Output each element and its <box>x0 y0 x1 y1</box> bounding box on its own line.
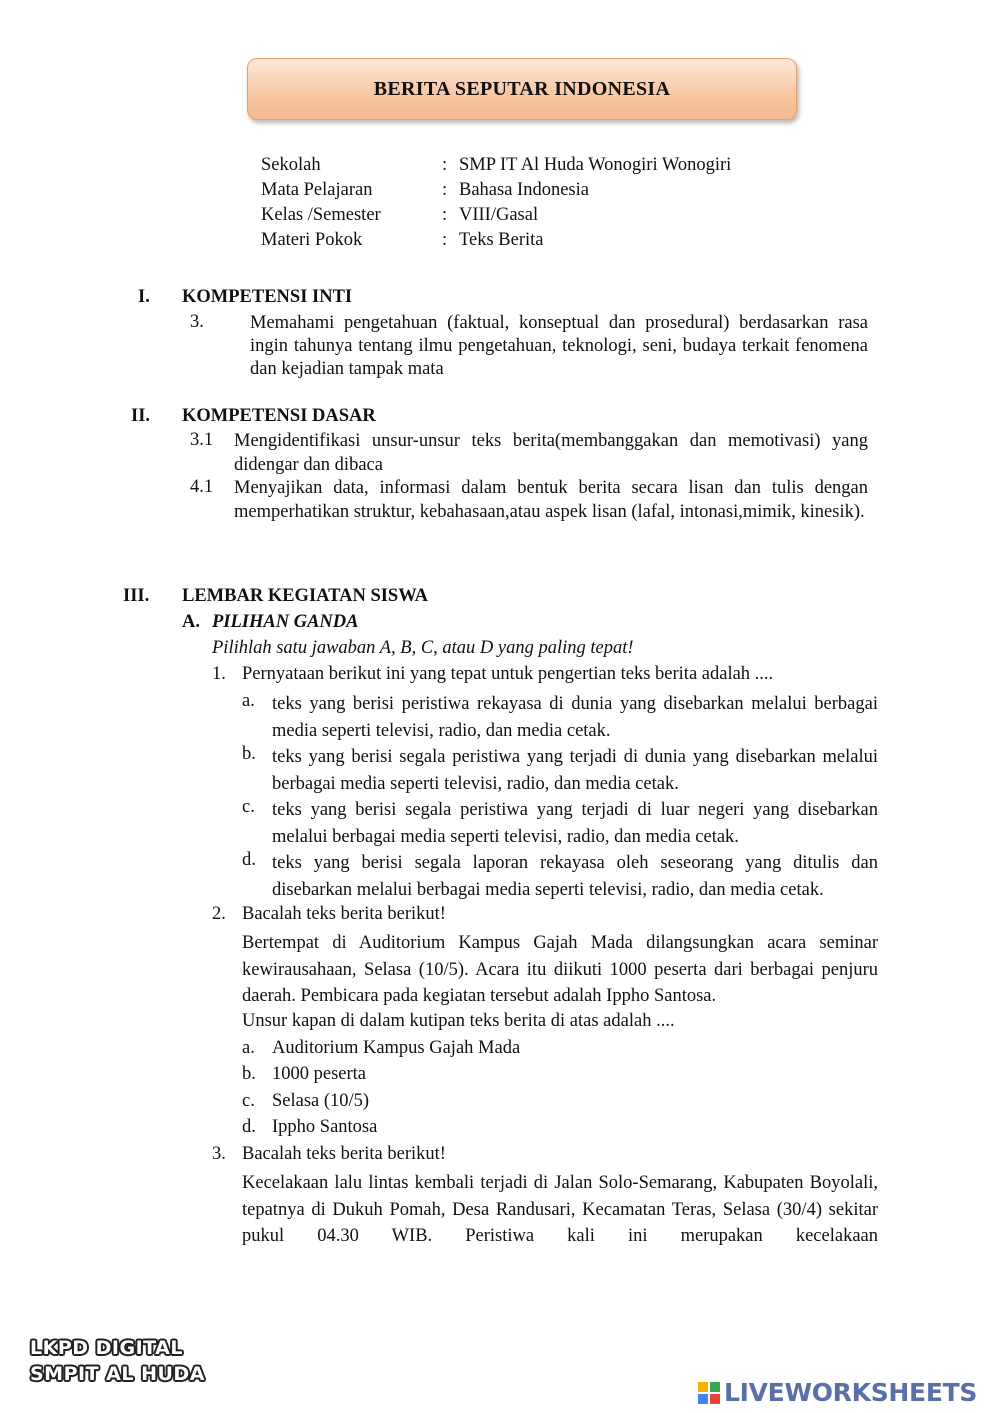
page-title: BERITA SEPUTAR INDONESIA <box>373 77 671 100</box>
info-colon: : <box>442 205 448 225</box>
option-text[interactable]: teks yang berisi segala peristiwa yang terjadi di dunia yang disebarkan melalui berbagai media seperti televisi, radio, dan media cetak. <box>272 747 878 794</box>
option-text[interactable]: teks yang berisi peristiwa rekayasa di dunia yang disebarkan melalui berbagai media seperti televisi, radio, dan media cetak. <box>272 694 878 741</box>
info-colon: : <box>442 155 448 175</box>
info-value-sekolah: SMP IT Al Huda Wonogiri Wonogiri <box>459 155 732 175</box>
question-text: Bacalah teks berita berikut! <box>242 1144 446 1164</box>
question-text: Bacalah teks berita berikut! <box>242 904 446 924</box>
info-colon: : <box>442 230 448 250</box>
option-letter: c. <box>242 797 255 817</box>
option-letter: a. <box>242 1038 255 1058</box>
section-heading-ki: KOMPETENSI INTI <box>182 287 353 307</box>
question-number: 2. <box>212 904 226 924</box>
option-text[interactable]: Auditorium Kampus Gajah Mada <box>272 1038 521 1058</box>
question-text: Pernyataan berikut ini yang tepat untuk pengertian teks berita adalah .... <box>242 664 774 684</box>
kd-item-number: 3.1 <box>190 430 214 450</box>
question-number: 1. <box>212 664 226 684</box>
option-text[interactable]: Selasa (10/5) <box>272 1091 370 1111</box>
section-number: II. <box>131 406 151 426</box>
option-letter: d. <box>242 850 256 870</box>
section-heading-lks: LEMBAR KEGIATAN SISWA <box>182 586 429 606</box>
kd-item-number: 4.1 <box>190 477 214 497</box>
option-text[interactable]: 1000 peserta <box>272 1064 367 1084</box>
title-banner <box>247 58 797 120</box>
instruction-text: Pilihlah satu jawaban A, B, C, atau D yang paling tepat! <box>212 638 634 658</box>
section-number: I. <box>138 287 150 307</box>
news-passage: Bertempat di Auditorium Kampus Gajah Mada dilangsungkan acara seminar kewirausahaan, Selasa (10/5). Acara itu diikuti 1000 peserta dari berbagai penjuru daerah. Pembicara pada kegiatan tersebut adalah Ippho Santosa. <box>242 933 878 1006</box>
lkpd-logo-line2: SMPIT AL HUDA <box>30 1363 205 1385</box>
question-prompt: Unsur kapan di dalam kutipan teks berita di atas adalah .... <box>242 1011 675 1031</box>
kd-item-text: Mengidentifikasi unsur-unsur teks berita(membanggakan dan memotivasi) yang didengar dan dibaca <box>234 431 868 475</box>
info-value-kelas: VIII/Gasal <box>459 205 539 225</box>
option-text[interactable]: teks yang berisi segala peristiwa yang terjadi di luar negeri yang disebarkan melalui berbagai media seperti televisi, radio, dan media cetak. <box>272 800 878 847</box>
ki-item-text: Memahami pengetahuan (faktual, konseptual dan prosedural) berdasarkan rasa ingin tahunya tentang ilmu pengetahuan, teknologi, seni, budaya terkait fenomena dan kejadian tampak mata <box>250 313 868 379</box>
info-label-materi: Materi Pokok <box>261 230 363 250</box>
liveworksheets-brand: LIVEWORKSHEETS <box>724 1378 978 1407</box>
kd-item-text: Menyajikan data, informasi dalam bentuk berita secara lisan dan tulis dengan memperhatikan struktur, kebahasaan,atau aspek lisan (lafal, intonasi,mimik, kinesik). <box>234 478 868 522</box>
ki-item-number: 3. <box>190 312 204 332</box>
liveworksheets-logo[interactable] <box>698 1378 977 1407</box>
option-letter: d. <box>242 1117 256 1137</box>
info-label-kelas: Kelas /Semester <box>261 205 381 225</box>
info-label-sekolah: Sekolah <box>261 155 321 175</box>
option-text[interactable]: teks yang berisi segala laporan rekayasa oleh seseorang yang ditulis dan disebarkan melalui berbagai media seperti televisi, radio, dan media cetak. <box>272 853 878 900</box>
option-text[interactable]: Ippho Santosa <box>272 1117 378 1137</box>
subsection-letter: A. <box>182 612 200 632</box>
subsection-heading: PILIHAN GANDA <box>212 612 359 632</box>
option-letter: b. <box>242 744 256 764</box>
option-letter: c. <box>242 1091 255 1111</box>
question-number: 3. <box>212 1144 226 1164</box>
news-passage: Kecelakaan lalu lintas kembali terjadi di Jalan Solo-Semarang, Kabupaten Boyolali, tepatnya di Dukuh Pomah, Desa Randusari, Kecamatan Teras, Selasa (30/4) sekitar pukul 04.30 WIB. Peristiwa kali ini merupakan kecelakaan <box>242 1173 878 1246</box>
section-heading-kd: KOMPETENSI DASAR <box>182 406 376 426</box>
info-value-materi: Teks Berita <box>459 230 544 250</box>
lkpd-logo-line1: LKPD DIGITAL <box>30 1337 183 1359</box>
option-letter: a. <box>242 691 255 711</box>
section-number: III. <box>123 586 150 606</box>
info-label-mapel: Mata Pelajaran <box>261 180 373 200</box>
info-colon: : <box>442 180 448 200</box>
info-value-mapel: Bahasa Indonesia <box>459 180 589 200</box>
liveworksheets-cube-icon <box>698 1382 720 1404</box>
option-letter: b. <box>242 1064 256 1084</box>
